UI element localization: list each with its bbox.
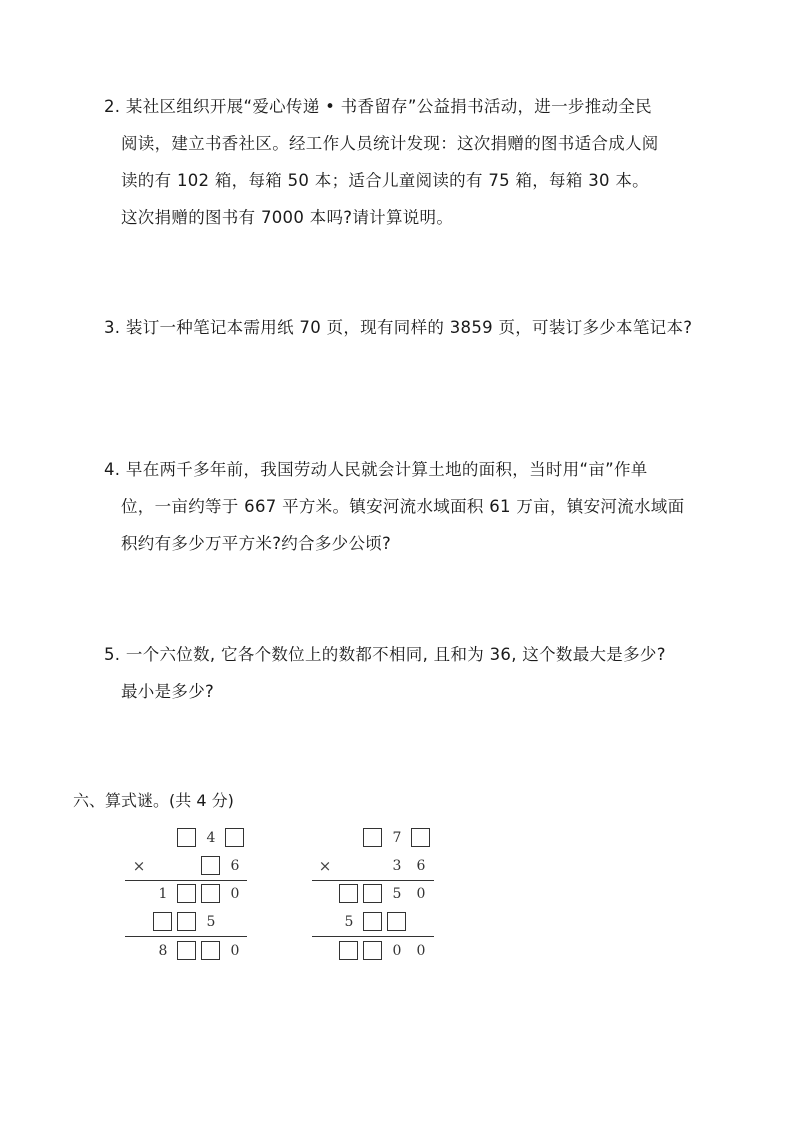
digit: 4: [206, 830, 216, 846]
blank-box[interactable]: [363, 941, 382, 960]
times-sign: ×: [132, 857, 146, 875]
underline: [312, 936, 434, 937]
blank-box[interactable]: [339, 884, 358, 903]
blank-box[interactable]: [177, 941, 196, 960]
problem-3-line-1: 3. 装订一种笔记本需用纸 70 页，现有同样的 3859 页，可装订多少本笔记本?: [104, 318, 693, 337]
times-sign: ×: [318, 857, 332, 875]
digit: 5: [344, 914, 354, 930]
blank-box[interactable]: [339, 941, 358, 960]
problem-4-line-2: 位，一亩约等于 667 平方米。镇安河流水域面积 61 万亩，镇安河流水域面: [121, 497, 685, 516]
digit: 3: [392, 858, 402, 874]
digit: 5: [392, 886, 402, 902]
section-6-title: 六、算式谜。(共 4 分): [73, 791, 234, 810]
blank-box[interactable]: [177, 828, 196, 847]
blank-box[interactable]: [201, 884, 220, 903]
problem-4-line-3: 积约有多少万平方米?约合多少公顷?: [121, 534, 392, 553]
digit: 6: [416, 858, 426, 874]
digit: 0: [230, 943, 240, 959]
blank-box[interactable]: [177, 884, 196, 903]
digit: 0: [416, 943, 426, 959]
blank-box[interactable]: [201, 941, 220, 960]
blank-box[interactable]: [177, 912, 196, 931]
digit: 0: [230, 886, 240, 902]
blank-box[interactable]: [363, 912, 382, 931]
problem-2-line-1: 2. 某社区组织开展“爱心传递 • 书香留存”公益捐书活动，进一步推动全民: [104, 97, 652, 116]
underline: [125, 936, 247, 937]
blank-box[interactable]: [363, 828, 382, 847]
problem-2-line-4: 这次捐赠的图书有 7000 本吗?请计算说明。: [121, 208, 454, 227]
problem-5-line-2: 最小是多少?: [121, 682, 215, 701]
underline: [312, 880, 434, 881]
digit: 6: [230, 858, 240, 874]
problem-2-line-2: 阅读，建立书香社区。经工作人员统计发现：这次捐赠的图书适合成人阅: [121, 134, 659, 153]
digit: 5: [206, 914, 216, 930]
digit: 7: [392, 830, 402, 846]
problem-4-line-1: 4. 早在两千多年前，我国劳动人民就会计算土地的面积，当时用“亩”作单: [104, 460, 648, 479]
problem-5-line-1: 5. 一个六位数, 它各个数位上的数都不相同, 且和为 36, 这个数最大是多少?: [104, 645, 666, 664]
digit: 1: [158, 886, 168, 902]
blank-box[interactable]: [363, 884, 382, 903]
digit: 8: [158, 943, 168, 959]
blank-box[interactable]: [387, 912, 406, 931]
underline: [125, 880, 247, 881]
blank-box[interactable]: [225, 828, 244, 847]
problem-2-line-3: 读的有 102 箱，每箱 50 本；适合儿童阅读的有 75 箱，每箱 30 本。: [121, 171, 649, 190]
digit: 0: [392, 943, 402, 959]
blank-box[interactable]: [153, 912, 172, 931]
blank-box[interactable]: [201, 856, 220, 875]
digit: 0: [416, 886, 426, 902]
blank-box[interactable]: [411, 828, 430, 847]
